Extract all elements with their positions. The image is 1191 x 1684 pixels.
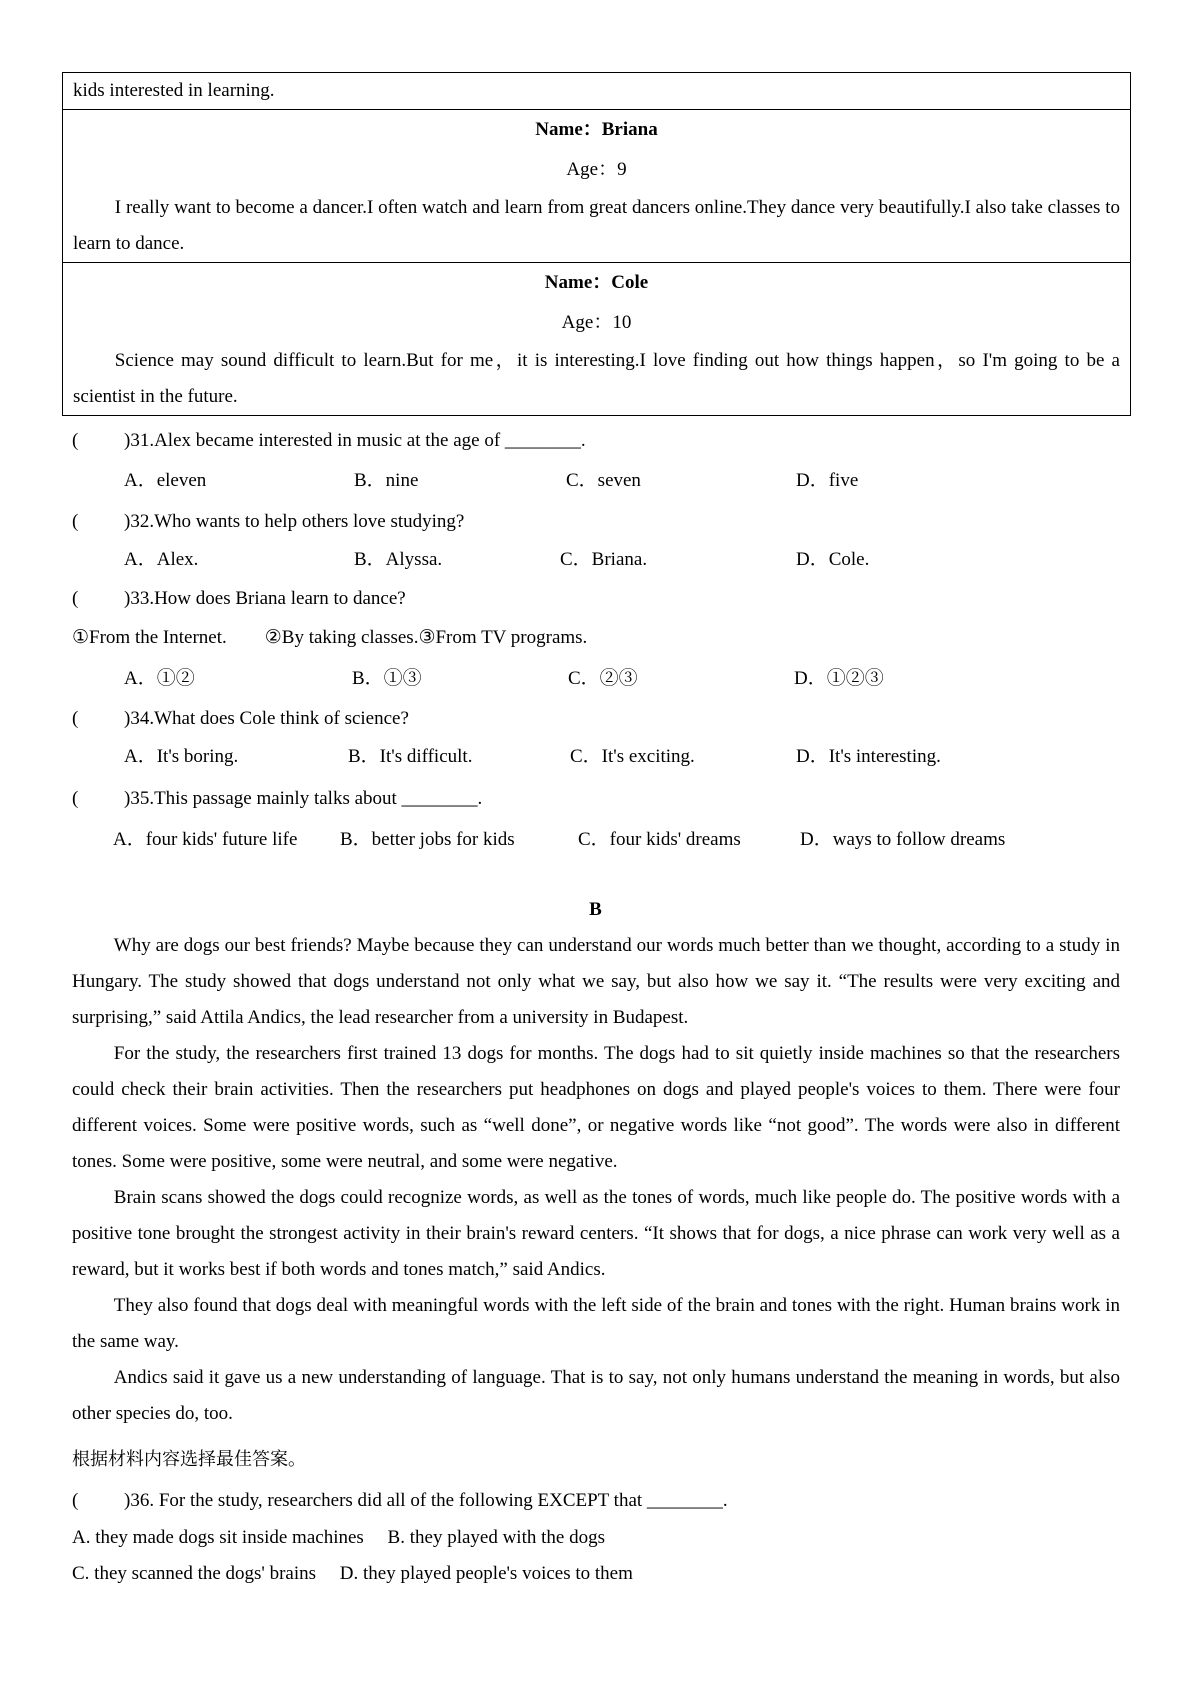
cole-name: Name：Cole	[544, 272, 649, 293]
question-text: )33.How does Briana learn to dance?	[124, 588, 406, 609]
answer-blank[interactable]: (	[72, 788, 79, 809]
briana-text: I really want to become a dancer.I often watch and learn from great dancers online.They dance very beautifully.I also take classes to learn to dance.	[73, 197, 1120, 254]
option-a[interactable]: A．①②	[124, 668, 195, 689]
question-text: )36. For the study, researchers did all of the following EXCEPT that ________.	[124, 1490, 728, 1511]
option-a[interactable]: A．It's boring.	[124, 746, 239, 767]
briana-name: Name：Briana	[535, 119, 658, 140]
option-b[interactable]: B．①③	[352, 668, 422, 689]
answer-blank[interactable]: (	[72, 588, 79, 609]
answer-blank[interactable]: (	[72, 511, 79, 532]
option-b[interactable]: B．Alyssa.	[354, 549, 443, 570]
cole-text: Science may sound difficult to learn.But for me，it is interesting.I love finding out how things happen，so I'm going to be a scientist in the future.	[73, 350, 1120, 407]
section-b-title: B	[589, 899, 602, 920]
option-d[interactable]: D．①②③	[794, 668, 884, 689]
section-b-passage	[72, 928, 1120, 1432]
answer-blank[interactable]: (	[72, 1490, 79, 1511]
option-a[interactable]: A．four kids' future life	[113, 829, 298, 850]
question-36-options-cd[interactable]: C. they scanned the dogs' brains D. they played people's voices to them	[72, 1563, 633, 1584]
option-c[interactable]: C．four kids' dreams	[578, 829, 741, 850]
cole-age: Age：10	[561, 312, 632, 333]
option-b[interactable]: B．It's difficult.	[348, 746, 473, 767]
question-text: )32.Who wants to help others love studying?	[124, 511, 465, 532]
passage-paragraph: For the study, the researchers first trained 13 dogs for months. The dogs had to sit quietly inside machines so that the researchers could check their brain activities. Then the researchers put headphones on dogs and played people's voices to them. There were four different voices. Some were positive words, such as “well done”, or negative words like “not good”. The words were also in different tones. Some were positive, some were neutral, and some were negative.	[72, 1043, 1120, 1172]
question-32	[72, 510, 464, 534]
passage-paragraph: Andics said it gave us a new understanding of language. That is to say, not only humans understand the meaning in words, but also other species do, too.	[72, 1367, 1120, 1424]
passage-paragraph: They also found that dogs deal with meaningful words with the left side of the brain and tones with the right. Human brains work in the same way.	[72, 1295, 1120, 1352]
question-34	[72, 707, 409, 731]
profile-briana	[63, 109, 1130, 262]
question-text: )31.Alex became interested in music at the age of ________.	[124, 430, 586, 451]
option-b[interactable]: B．nine	[354, 470, 419, 491]
option-d[interactable]: D．It's interesting.	[796, 746, 941, 767]
option-c[interactable]: C．seven	[566, 470, 641, 491]
option-d[interactable]: D．five	[796, 470, 859, 491]
question-text: )35.This passage mainly talks about ________.	[124, 788, 483, 809]
option-d[interactable]: D．Cole.	[796, 549, 870, 570]
profile-continuation	[63, 73, 1130, 109]
question-36-options-ab[interactable]: A. they made dogs sit inside machines B. they played with the dogs	[72, 1527, 605, 1548]
option-c[interactable]: C．It's exciting.	[570, 746, 695, 767]
question-36	[72, 1489, 728, 1513]
passage-paragraph: Brain scans showed the dogs could recognize words, as well as the tones of words, much like people do. The positive words with a positive tone brought the strongest activity in their brain's reward centers. “It shows that for dogs, a nice phrase can work very well as a reward, but it works best if both words and tones match,” said Andics.	[72, 1187, 1120, 1280]
option-b[interactable]: B．better jobs for kids	[340, 829, 515, 850]
question-35	[72, 787, 482, 811]
question-33-choices: ①From the Internet. ②By taking classes.③From TV programs.	[72, 627, 588, 648]
instruction-text: 根据材料内容选择最佳答案。	[72, 1449, 306, 1470]
answer-blank[interactable]: (	[72, 430, 79, 451]
question-33	[72, 587, 406, 611]
profile-table	[62, 72, 1131, 416]
option-d[interactable]: D．ways to follow dreams	[800, 829, 1006, 850]
option-c[interactable]: C．Briana.	[560, 549, 648, 570]
answer-blank[interactable]: (	[72, 708, 79, 729]
question-31	[72, 429, 586, 453]
option-a[interactable]: A．Alex.	[124, 549, 199, 570]
passage-paragraph: Why are dogs our best friends? Maybe because they can understand our words much better than we thought, according to a study in Hungary. The study showed that dogs understand not only what we say, but also how we say it. “The results were very exciting and surprising,” said Attila Andics, the lead researcher from a university in Budapest.	[72, 935, 1120, 1028]
question-text: )34.What does Cole think of science?	[124, 708, 409, 729]
briana-age: Age：9	[566, 159, 627, 180]
option-c[interactable]: C．②③	[568, 668, 638, 689]
profile-cole	[63, 262, 1130, 415]
option-a[interactable]: A．eleven	[124, 470, 207, 491]
continuation-text: kids interested in learning.	[73, 80, 275, 101]
